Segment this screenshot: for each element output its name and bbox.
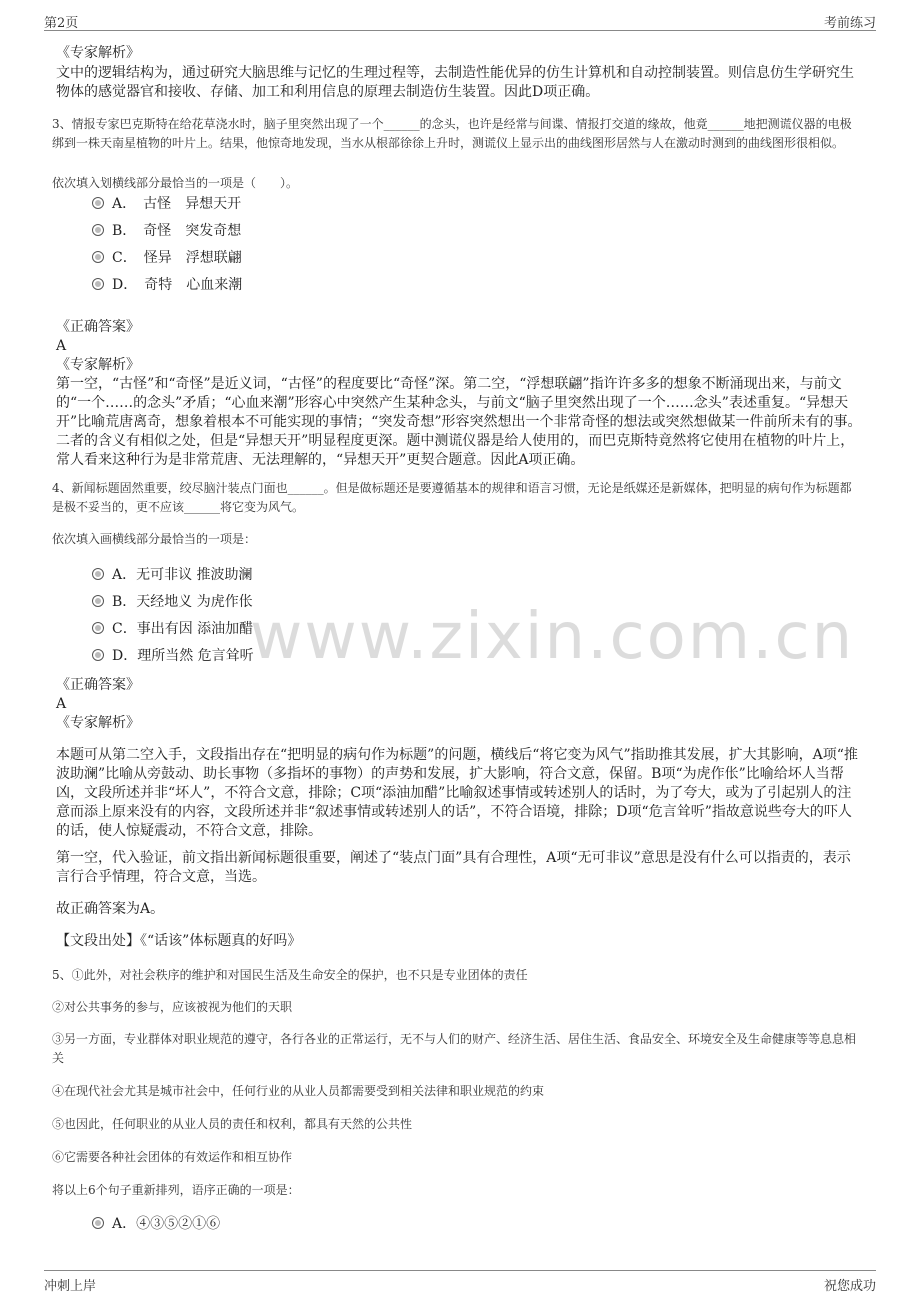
q5-sentence-6: ⑥它需要各种社会团体的有效运作和相互协作 — [52, 1150, 293, 1164]
q3-option-c[interactable]: C． 怪异 浮想联翩 — [92, 248, 242, 268]
q3-analysis-label: 《专家解析》 — [56, 357, 140, 373]
q3-option-b[interactable]: B． 奇怪 突发奇想 — [92, 221, 241, 241]
footer-left-text: 冲刺上岸 — [44, 1279, 97, 1294]
q3-prompt: 依次填入划横线部分最恰当的一项是（ ）。 — [52, 176, 299, 190]
radio-icon[interactable] — [92, 1217, 104, 1229]
q4-option-a[interactable]: A．无可非议 推波助澜 — [92, 565, 253, 585]
footer-right-text: 祝您成功 — [823, 1279, 876, 1294]
q4-answer-label: 《正确答案》 — [56, 677, 140, 693]
watermark: www.zixin.com.cn — [250, 600, 855, 674]
radio-icon[interactable] — [92, 197, 104, 209]
q4-stem: 4、新闻标题固然重要，绞尽脑汁装点门面也______。但是做标题还是要遵循基本的规律和语言习惯，无论是纸媒还是新媒体，把明显的病句作为标题都是极不妥当的，更不应该______将它变为风气。 — [52, 481, 852, 514]
q5-sentence-2: ②对公共事务的参与，应该被视为他们的天职 — [52, 1000, 293, 1014]
q5-option-a[interactable]: A．④③⑤②①⑥ — [92, 1214, 220, 1234]
q3-option-d[interactable]: D． 奇特 心血来潮 — [92, 275, 242, 295]
q4-conclusion: 故正确答案为A。 — [56, 901, 165, 917]
header-title: 考前练习 — [823, 16, 876, 31]
radio-icon[interactable] — [92, 649, 104, 661]
q4-option-c[interactable]: C．事出有因 添油加醋 — [92, 619, 253, 639]
radio-icon[interactable] — [92, 595, 104, 607]
radio-icon[interactable] — [92, 251, 104, 263]
q3-answer: A — [56, 338, 67, 354]
q3-option-a[interactable]: A． 古怪 异想天开 — [92, 194, 241, 214]
q4-analysis-label: 《专家解析》 — [56, 715, 140, 731]
prev-analysis-text: 文中的逻辑结构为，通过研究大脑思维与记忆的生理过程等，去制造性能优异的仿生计算机和自动控制装置。则信息仿生学研究生物体的感觉器官和接收、存储、加工和利用信息的原理去制造仿生装置。因此D项正确。 — [56, 65, 854, 100]
q5-sentence-1: 5、①此外，对社会秩序的维护和对国民生活及生命安全的保护，也不只是专业团体的责任 — [52, 968, 528, 982]
page-footer — [44, 1270, 876, 1297]
q3-analysis: 第一空，“古怪”和“奇怪”是近义词，“古怪”的程度要比“奇怪”深。第二空，“浮想联翩”指许许多多的想象不断涌现出来，与前文的“一个……的念头”矛盾；“心血来潮”形容心中突然产生某种念头，与前文“脑子里突然出现了一个……念头”表述重复。“异想天开”比喻荒唐离奇，想象着根本不可能实现的事情；“突发奇想”形容突然想出一个非常奇怪的想法或突然想做某一件前所未有的事。二者的含义有相似之处，但是“异想天开”明显程度更深。题中测谎仪器是给人使用的，而巴克斯特竟然将它使用在植物的叶片上，常人看来这种行为是非常荒唐、无法理解的，“异想天开”更契合题意。因此A项正确。 — [56, 376, 862, 468]
radio-icon[interactable] — [92, 224, 104, 236]
prev-analysis-label: 《专家解析》 — [56, 45, 140, 61]
q4-analysis-p1: 本题可从第二空入手，文段指出存在“把明显的病句作为标题”的问题，横线后“将它变为风气”指助推其发展，扩大其影响，A项“推波助澜”比喻从旁鼓动、助长事物（多指坏的事物）的声势和发展，扩大影响，符合文意，保留。B项“为虎作伥”比喻给坏人当帮凶，文段所述并非“坏人”，不符合文意，排除；C项“添油加醋”比喻叙述事情或转述别人的话时，为了夸大，或为了引起别人的注意而添上原来没有的内容，文段所述并非“叙述事情或转述别人的话”，不符合语境，排除；D项“危言耸听”指故意说些夸大的吓人的话，使人惊疑震动，不符合文意，排除。 — [56, 747, 858, 839]
page-header — [44, 10, 876, 31]
q5-sentence-5: ⑤也因此，任何职业的从业人员的责任和权利，都具有天然的公共性 — [52, 1117, 413, 1131]
q5-sentence-4: ④在现代社会尤其是城市社会中，任何行业的从业人员都需要受到相关法律和职业规范的约束 — [52, 1084, 545, 1098]
q4-analysis-p2: 第一空，代入验证，前文指出新闻标题很重要，阐述了“装点门面”具有合理性，A项“无可非议”意思是没有什么可以指责的，表示言行合乎情理，符合文意，当选。 — [56, 850, 851, 885]
q5-prompt: 将以上6个句子重新排列，语序正确的一项是： — [52, 1183, 300, 1197]
q4-option-b[interactable]: B．天经地义 为虎作伥 — [92, 592, 253, 612]
q4-prompt: 依次填入画横线部分最恰当的一项是： — [52, 532, 257, 546]
radio-icon[interactable] — [92, 568, 104, 580]
q4-answer: A — [56, 696, 67, 712]
radio-icon[interactable] — [92, 622, 104, 634]
radio-icon[interactable] — [92, 278, 104, 290]
q4-source: 【文段出处】《“话该”体标题真的好吗》 — [56, 933, 302, 949]
q3-stem: 3、情报专家巴克斯特在给花草浇水时，脑子里突然出现了一个______的念头，也许是经常与间谍、情报打交道的缘故，他竟______地把测谎仪器的电极绑到一株天南星植物的叶片上。结果，他惊奇地发现，当水从根部徐徐上升时，测谎仪上显示出的曲线图形居然与人在激动时测到的曲线图形很相似。 — [52, 117, 852, 150]
q4-option-d[interactable]: D．理所当然 危言耸听 — [92, 646, 254, 666]
q3-answer-label: 《正确答案》 — [56, 319, 140, 335]
page-number: 第2页 — [44, 16, 79, 31]
q5-sentence-3: ③另一方面，专业群体对职业规范的遵守，各行各业的正常运行，无不与人们的财产、经济生活、居住生活、食品安全、环境安全及生命健康等等息息相关 — [52, 1032, 857, 1065]
